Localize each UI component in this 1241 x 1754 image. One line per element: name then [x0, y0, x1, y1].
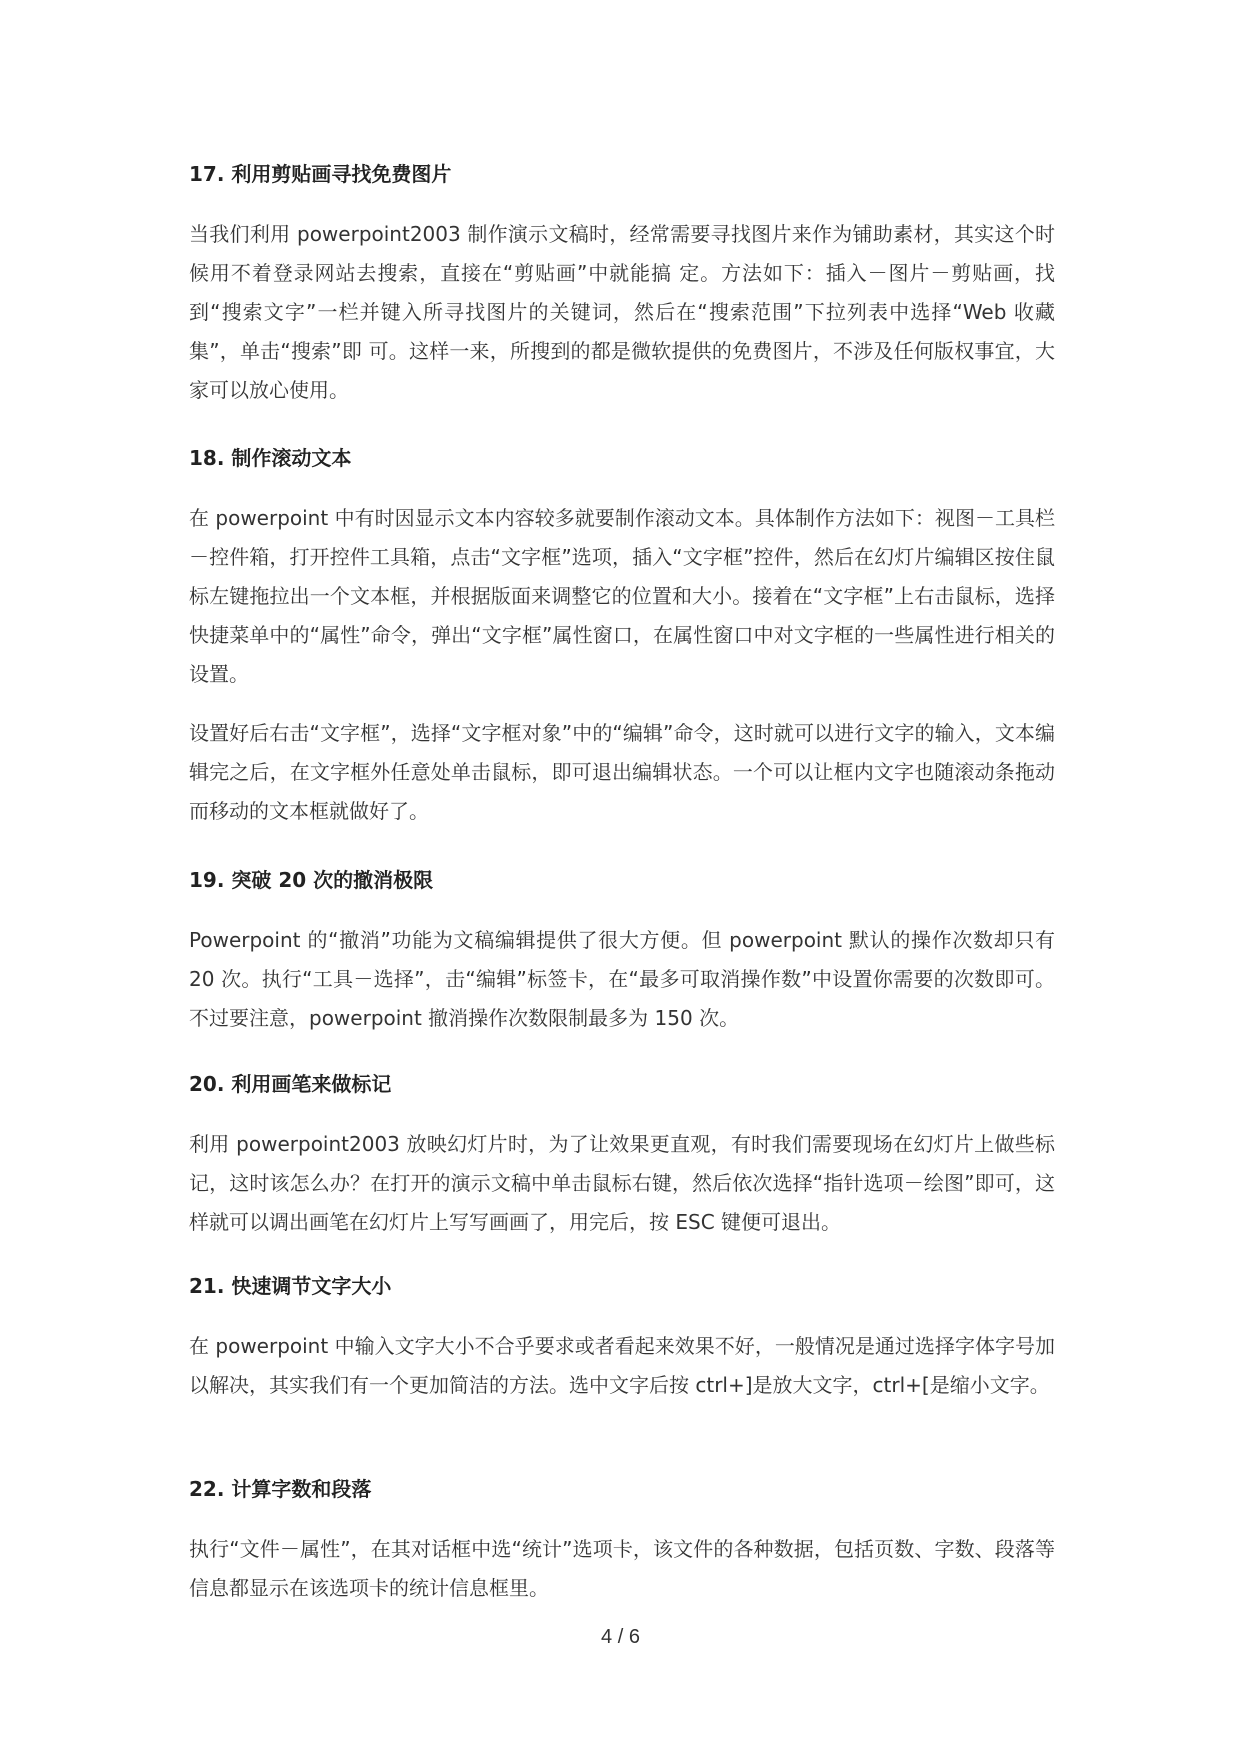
section-22: [189, 1475, 1055, 1608]
section-21: [189, 1272, 1055, 1405]
paragraph: 利用 powerpoint2003 放映幻灯片时，为了让效果更直观，有时我们需要现场在幻灯片上做些标记，这时该怎么办？在打开的演示文稿中单击鼠标右键，然后依次选择“指针选项－绘图”即可，这样就可以调出画笔在幻灯片上写写画画了，用完后，按 ESC 键便可退出。: [189, 1132, 1055, 1234]
paragraph: 设置好后右击“文字框”，选择“文字框对象”中的“编辑”命令，这时就可以进行文字的输入，文本编辑完之后，在文字框外任意处单击鼠标，即可退出编辑状态。一个可以让框内文字也随滚动条拖动而移动的文本框就做好了。: [189, 721, 1055, 823]
section-heading: 22. 计算字数和段落: [189, 1477, 372, 1501]
section-heading: 17. 利用剪贴画寻找免费图片: [189, 162, 452, 186]
paragraph: 当我们利用 powerpoint2003 制作演示文稿时，经常需要寻找图片来作为铺助素材，其实这个时候用不着登录网站去搜索，直接在“剪贴画”中就能搞 定。方法如下：插入－图片－剪贴画，找到“搜索文字”一栏并键入所寻找图片的关键词，然后在“搜索范围”下拉列表中选择“Web 收藏集”，单击“搜索”即 可。这样一来，所搜到的都是微软提供的免费图片，不涉及任何版权事宜，大家可以放心使用。: [189, 222, 1055, 402]
section-19: [189, 866, 1055, 1038]
section-heading: 18. 制作滚动文本: [189, 446, 352, 470]
section-18: [189, 444, 1055, 831]
paragraph: 在 powerpoint 中输入文字大小不合乎要求或者看起来效果不好，一般情况是通过选择字体字号加以解决，其实我们有一个更加简洁的方法。选中文字后按 ctrl+]是放大文字，ctrl+[是缩小文字。: [189, 1334, 1055, 1397]
section-17: [189, 160, 1055, 410]
section-20: [189, 1070, 1055, 1242]
paragraph: 在 powerpoint 中有时因显示文本内容较多就要制作滚动文本。具体制作方法如下：视图－工具栏－控件箱，打开控件工具箱，点击“文字框”选项，插入“文字框”控件，然后在幻灯片编辑区按住鼠标左键拖拉出一个文本框，并根据版面来调整它的位置和大小。接着在“文字框”上右击鼠标，选择快捷菜单中的“属性”命令，弹出“文字框”属性窗口，在属性窗口中对文字框的一些属性进行相关的设置。: [189, 506, 1055, 686]
paragraph: Powerpoint 的“撤消”功能为文稿编辑提供了很大方便。但 powerpoint 默认的操作次数却只有 20 次。执行“工具－选择”，击“编辑”标签卡，在“最多可取消操作数”中设置你需要的次数即可。不过要注意，powerpoint 撤消操作次数限制最多为 150 次。: [189, 928, 1055, 1030]
page-number: 4 / 6: [601, 1626, 640, 1648]
section-heading: 19. 突破 20 次的撤消极限: [189, 868, 434, 892]
paragraph: 执行“文件－属性”，在其对话框中选“统计”选项卡，该文件的各种数据，包括页数、字数、段落等信息都显示在该选项卡的统计信息框里。: [189, 1537, 1055, 1600]
section-heading: 20. 利用画笔来做标记: [189, 1072, 392, 1096]
section-heading: 21. 快速调节文字大小: [189, 1274, 392, 1298]
